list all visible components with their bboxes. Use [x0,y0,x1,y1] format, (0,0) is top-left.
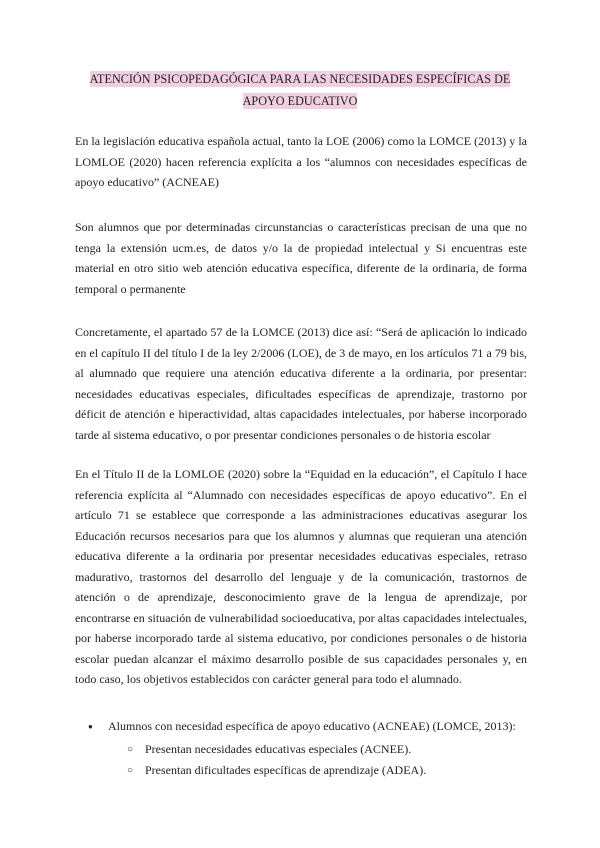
document-title [75,68,525,112]
title-line-2: APOYO EDUCATIVO [242,94,358,108]
list-item [88,716,533,781]
paragraph-3: Concretamente, el apartado 57 de la LOMCE (2013) dice así: “Será de aplicación lo indicado en el capítulo II del título I de la ley 2/2006 (LOE), de 3 de mayo, en los artículos 71 a 79 bis, al alumnado que requiere una atención educativa diferente a la ordinaria, por presentar: necesidades educativas especiales, dificultades específicas de aprendizaje, trastorno por déficit de atención e hiperactividad, altas capacidades intelectuales, por haberse incorporado tarde al sistema educativo, o por presentar condiciones personales o de historia escolar [75,325,527,442]
title-line-1: ATENCIÓN PSICOPEDAGÓGICA PARA LAS NECESIDADES ESPECÍFICAS DE [89,72,511,86]
bullet-list [88,716,533,781]
sub-list-item: ○ Presentan dificultades específicas de aprendizaje (ADEA). [108,760,533,781]
list-item-text: Alumnos con necesidad específica de apoyo educativo (ACNEAE) (LOMCE, 2013): [108,719,516,733]
paragraph-4: En el Título II de la LOMLOE (2020) sobre la “Equidad en la educación”, el Capítulo I hace referencia explícita al “Alumnado con necesidades específicas de apoyo educativo”. En el artículo 71 se establece que corresponde a las administraciones educativas asegurar los Educación recursos necesarios para que los alumnos y alumnas que requieran una atención educativa diferente a la ordinaria por presentar necesidades educativas especiales, retraso madurativo, trastornos del desarrollo del lenguaje y de la comunicación, trastornos de atención o de aprendizaje, desconocimiento grave de la lengua de aprendizaje, por encontrarse en situación de vulnerabilidad socioeducativa, por altas capacidades intelectuales, por haberse incorporado tarde al sistema educativo, por condiciones personales o de historia escolar puedan alcanzar el máximo desarrollo posible de sus capacidades personales y, en todo caso, los objetivos establecidos con carácter general para todo el alumnado. [75,467,527,686]
sub-list-item: ○ Presentan necesidades educativas especiales (ACNEE). [108,739,533,760]
paragraph-1: En la legislación educativa española actual, tanto la LOE (2006) como la LOMCE (2013) y la LOMLOE (2020) hacen referencia explícita a los “alumnos con necesidades específicas de apoyo educativo” (ACNEAE) [75,134,527,189]
sub-list [108,739,533,781]
paragraph-2: Son alumnos que por determinadas circunstancias o características precisan de una que no tenga la extensión ucm.es, de datos y/o la de propiedad intelectual y Si encuentras este material en otro sitio web atención educativa específica, diferente de la ordinaria, de forma temporal o permanente [75,220,527,296]
